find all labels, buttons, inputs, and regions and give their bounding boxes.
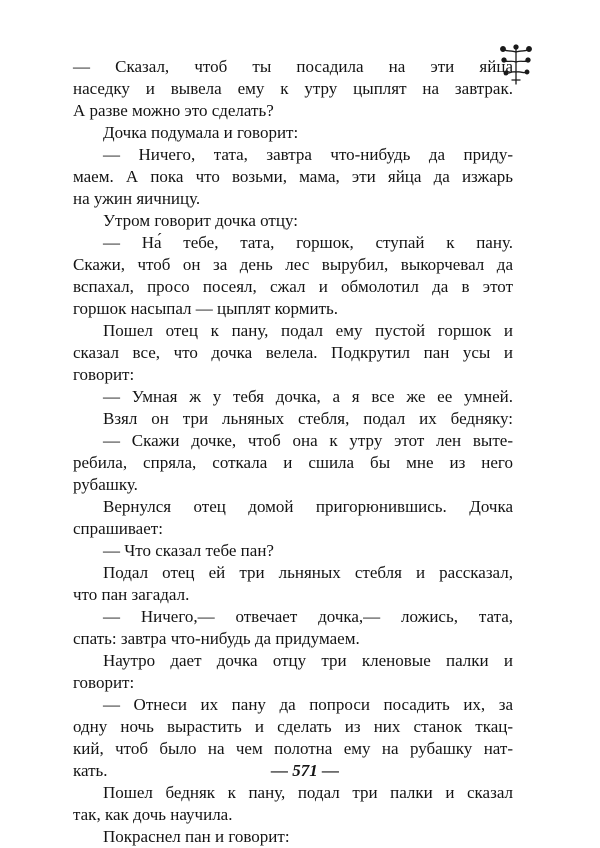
text-line: Взял он три льняных стебля, подал их бедняку: bbox=[103, 409, 513, 428]
text-line: Дочка подумала и говорит: bbox=[103, 123, 299, 142]
text-line: — Отнеси их пану да попроси посадить их, за bbox=[103, 695, 513, 714]
text-line: спрашивает: bbox=[73, 519, 163, 538]
text-line: Покраснел пан и говорит: bbox=[103, 827, 290, 846]
text-line: Скажи, чтоб он за день лес вырубил, выкорчевал да bbox=[73, 255, 513, 274]
text-line: Пошел отец к пану, подал ему пустой горшок и bbox=[103, 321, 513, 340]
text-line: наседку и вывела ему к утру цыплят на завтрак. bbox=[73, 79, 513, 98]
text-line: — Что сказал тебе пан? bbox=[103, 541, 274, 560]
text-line: что пан загадал. bbox=[73, 585, 190, 604]
text-line: — Ничего, тата, завтра что-нибудь да приду- bbox=[103, 145, 513, 164]
text-line: — На́ тебе, тата, горшок, ступай к пану. bbox=[103, 233, 513, 252]
text-body bbox=[73, 56, 513, 848]
text-line: вспахал, просо посеял, сжал и обмолотил да в этот bbox=[73, 277, 513, 296]
text-line: говорит: bbox=[73, 365, 135, 384]
text-line: Подал отец ей три льняных стебля и рассказал, bbox=[103, 563, 513, 582]
text-line: Наутро дает дочка отцу три кленовые палки и bbox=[103, 651, 513, 670]
text-line: — Умная ж у тебя дочка, а я все же ее умней. bbox=[103, 387, 513, 406]
text-line: одну ночь вырастить и сделать из них станок ткац- bbox=[73, 717, 513, 736]
text-line: рубашку. bbox=[73, 475, 138, 494]
text-line: — Сказал, чтоб ты посадила на эти яйца bbox=[73, 57, 513, 76]
text-line: маем. А пока что возьми, мама, эти яйца да изжарь bbox=[73, 167, 513, 186]
page-number: — 571 — bbox=[271, 761, 339, 780]
text-line: Утром говорит дочка отцу: bbox=[103, 211, 298, 230]
text-line: — Скажи дочке, чтоб она к утру этот лен выте- bbox=[103, 431, 513, 450]
text-line: говорит: bbox=[73, 673, 135, 692]
text-line: сказал все, что дочка велела. Подкрутил пан усы и bbox=[73, 343, 513, 362]
text-line: горшок насыпал — цыплят кормить. bbox=[73, 299, 339, 318]
text-line: ребила, спряла, соткала и сшила бы мне из него bbox=[73, 453, 513, 472]
text-line: А разве можно это сделать? bbox=[73, 101, 274, 120]
text-line: так, как дочь научила. bbox=[73, 805, 233, 824]
text-line: на ужин яичницу. bbox=[73, 189, 201, 208]
text-line: Вернулся отец домой пригорюнившись. Дочка bbox=[103, 497, 513, 516]
text-line: спать: завтра что-нибудь да придумаем. bbox=[73, 629, 360, 648]
text-line: — Ничего,— отвечает дочка,— ложись, тата, bbox=[103, 607, 513, 626]
text-line: кать. bbox=[73, 761, 108, 780]
text-line: Пошел бедняк к пану, подал три палки и сказал bbox=[103, 783, 513, 802]
text-line: кий, чтоб было на чем полотна ему на рубашку нат- bbox=[73, 739, 513, 758]
